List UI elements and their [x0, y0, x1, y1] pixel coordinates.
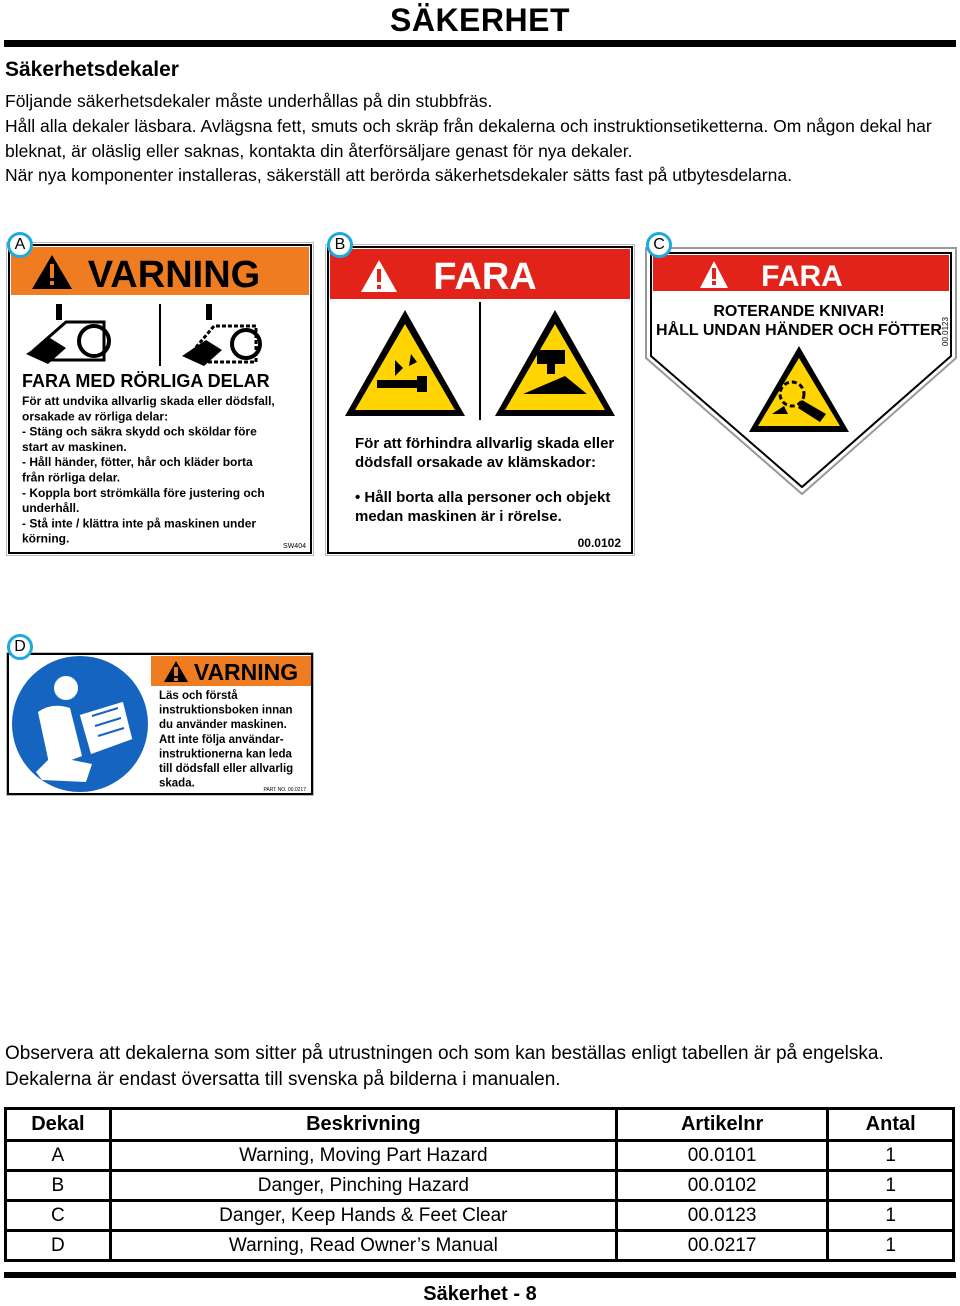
decal-b-graphic — [325, 244, 635, 556]
decal-a-text-line: start av maskinen. — [22, 439, 127, 454]
decal-a-text-line: från rörliga delar. — [22, 470, 121, 485]
page-footer: Säkerhet - 8 — [423, 1283, 537, 1305]
cell-beskrivning: Danger, Pinching Hazard — [110, 1171, 616, 1201]
table-row — [6, 1231, 954, 1261]
decal-c-code: 00.0123 — [941, 317, 950, 346]
decal-c-header: FARA — [761, 260, 843, 293]
table-header-row — [6, 1109, 954, 1141]
decal-a-text-line: underhåll. — [22, 501, 80, 516]
decal-a-code: SW404 — [283, 543, 306, 550]
cell-antal: 1 — [828, 1171, 954, 1201]
decal-a-heading: FARA MED RÖRLIGA DELAR — [22, 371, 270, 391]
column-header-beskrivning: Beskrivning — [110, 1109, 616, 1141]
decal-c — [644, 246, 958, 496]
decal-d-header: VARNING — [193, 659, 299, 685]
decal-c-graphic — [644, 246, 958, 496]
decal-a-header: VARNING — [87, 254, 261, 296]
table-row — [6, 1171, 954, 1201]
cell-artikelnr: 00.0123 — [616, 1201, 827, 1231]
decal-d-text-line: instruktionsboken innan — [159, 704, 293, 717]
decal-a-graphic — [6, 242, 314, 556]
title-rule — [4, 40, 956, 47]
cell-artikelnr: 00.0102 — [616, 1171, 827, 1201]
page-title: SÄKERHET — [389, 2, 570, 38]
intro-paragraph-3: När nya komponenter installeras, säkerställ att berörda säkerhetsdekaler sätts fast på utbytesdelarna. — [5, 165, 792, 185]
decal-a-text-line: orsakade av rörliga delar: — [22, 409, 169, 424]
decal-d — [6, 652, 314, 796]
cell-beskrivning: Danger, Keep Hands & Feet Clear — [110, 1201, 616, 1231]
intro-paragraph-2: Håll alla dekaler läsbara. Avlägsna fett, smuts och skräp från dekalerna och instruktionsetiketterna. Om någon dekal har bleknat, är oläslig eller saknas, kontakta din återförsäljare genast för nya dekaler. — [5, 116, 932, 161]
decal-c-badge: C — [646, 232, 672, 258]
decal-d-text-line: skada. — [159, 777, 195, 790]
cell-artikelnr: 00.0101 — [616, 1141, 827, 1171]
cell-antal: 1 — [828, 1231, 954, 1261]
decal-c-line1: ROTERANDE KNIVAR! — [713, 303, 885, 320]
section-heading: Säkerhetsdekaler — [5, 58, 179, 81]
decal-b-bullet-line: medan maskinen är i rörelse. — [355, 508, 562, 525]
column-header-artikelnr: Artikelnr — [616, 1109, 827, 1141]
table-row — [6, 1201, 954, 1231]
decal-table — [4, 1107, 955, 1262]
note-paragraph: Observera att dekalerna som sitter på utrustningen och som kan beställas enligt tabellen är på engelska. Dekalerna är endast översatta till svenska på bilderna i manualen. — [5, 1043, 884, 1090]
decal-a — [6, 242, 314, 556]
decal-a-text-line: - Koppla bort strömkälla före justering och — [22, 485, 265, 500]
decal-a-text-line: körning. — [22, 531, 70, 546]
column-header-dekal: Dekal — [6, 1109, 111, 1141]
cell-dekal: D — [6, 1231, 111, 1261]
decal-a-text-line: - Stå inte / klättra inte på maskinen under — [22, 516, 257, 531]
decal-a-badge: A — [7, 232, 33, 258]
cell-dekal: A — [6, 1141, 111, 1171]
decal-b-bullet-line: • Håll borta alla personer och objekt — [355, 489, 611, 506]
footer-rule — [4, 1272, 956, 1278]
decal-c-line2: HÅLL UNDAN HÄNDER OCH FÖTTER — [656, 322, 942, 339]
decal-a-text-line: - Stäng och säkra skydd och sköldar före — [22, 424, 257, 439]
column-header-antal: Antal — [828, 1109, 954, 1141]
read-manual-icon — [12, 656, 148, 792]
table-row — [6, 1141, 954, 1171]
cell-artikelnr: 00.0217 — [616, 1231, 827, 1261]
decal-d-text-line: till dödsfall eller allvarlig — [159, 763, 294, 775]
cell-beskrivning: Warning, Moving Part Hazard — [110, 1141, 616, 1171]
decal-b-header: FARA — [433, 256, 537, 298]
cell-beskrivning: Warning, Read Owner’s Manual — [110, 1231, 616, 1261]
cell-antal: 1 — [828, 1141, 954, 1171]
decal-d-code: PART NO. 00.0217 — [263, 787, 306, 793]
cell-antal: 1 — [828, 1201, 954, 1231]
decal-b-code: 00.0102 — [577, 536, 621, 550]
decal-b-badge: B — [327, 232, 353, 258]
decal-b — [325, 244, 635, 556]
decal-d-text-line: du använder maskinen. — [159, 719, 287, 732]
decal-a-text-line: För att undvika allvarlig skada eller dödsfall, — [22, 394, 275, 408]
decal-b-text-line: För att förhindra allvarlig skada eller — [355, 435, 615, 452]
decal-b-text-line: dödsfall orsakade av klämskador: — [355, 454, 596, 471]
cell-dekal: B — [6, 1171, 111, 1201]
decal-d-badge: D — [7, 634, 33, 660]
intro-paragraph-1: Följande säkerhetsdekaler måste underhållas på din stubbfräs. — [5, 91, 493, 111]
decal-a-text-line: - Håll händer, fötter, hår och kläder borta — [22, 455, 253, 470]
decal-d-graphic — [6, 652, 314, 796]
decal-d-text-line: Att inte följa användar- — [159, 733, 284, 746]
decal-d-text-line: instruktionerna kan leda — [159, 748, 292, 761]
cell-dekal: C — [6, 1201, 111, 1231]
decal-d-text-line: Läs och förstå — [159, 690, 238, 702]
